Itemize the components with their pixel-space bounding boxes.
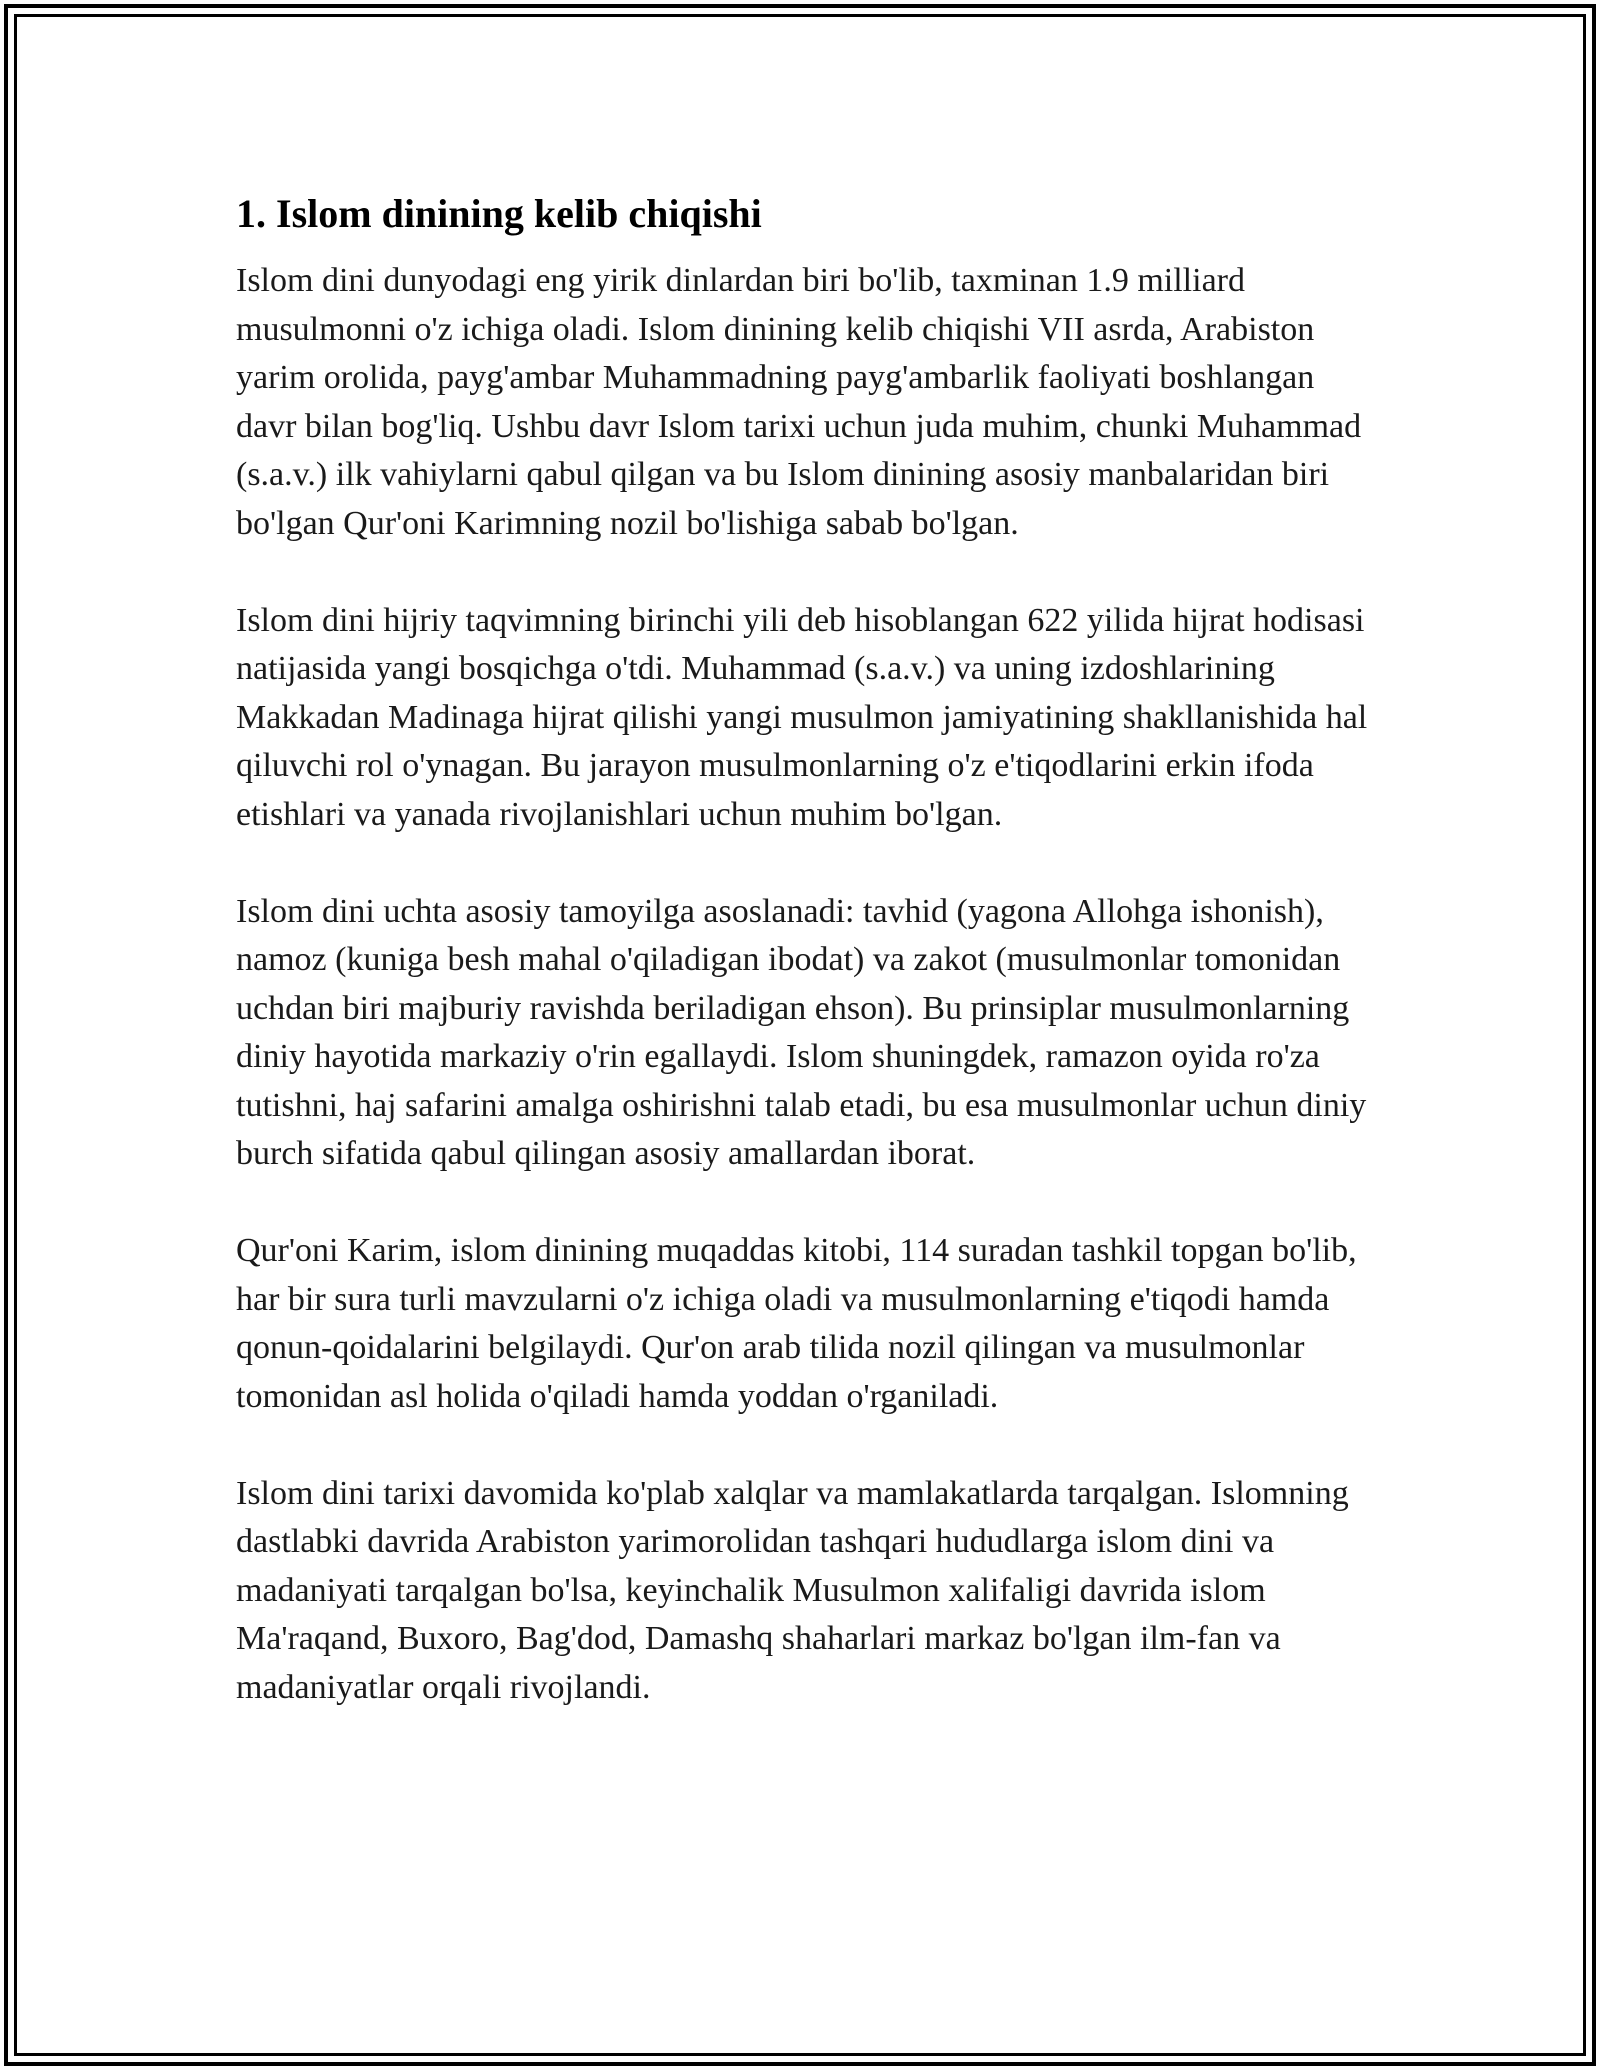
paragraph-origin: Islom dini dunyodagi eng yirik dinlardan biri bo'lib, taxminan 1.9 milliard musulmonni o'z ichiga oladi. Islom dinining kelib chiqishi VII asrda, Arabiston yarim orolida, payg'ambar Muhammadning payg'ambarlik faoliyati boshlangan davr bilan bog'liq. Ushbu davr Islom tarixi uchun juda muhim, chunki Muhammad (s.a.v.) ilk vahiylarni qabul qilgan va bu Islom dinining asosiy manbalaridan biri bo'lgan Qur'oni Karimning nozil bo'lishiga sabab bo'lgan. [236,262,1362,542]
section-heading: 1. Islom dinining kelib chiqishi [236,191,762,236]
paragraph-principles: Islom dini uchta asosiy tamoyilga asoslanadi: tavhid (yagona Allohga ishonish), namoz (kuniga besh mahal o'qiladigan ibodat) va zakot (musulmonlar tomonidan uchdan biri majburiy ravishda beriladigan ehson). Bu prinsiplar musulmonlarning diniy hayotida markaziy o'rin egallaydi. Islom shuningdek, ramazon oyida ro'za tutishni, haj safarini amalga oshirishni talab etadi, bu esa musulmonlar uchun diniy burch sifatida qabul qilingan asosiy amallardan iborat. [236,892,1367,1172]
paragraph-hijra: Islom dini hijriy taqvimning birinchi yili deb hisoblangan 622 yilida hijrat hodisasi natijasida yangi bosqichga o'tdi. Muhammad (s.a.v.) va uning izdoshlarining Makkadan Madinaga hijrat qilishi yangi musulmon jamiyatining shakllanishida hal qiluvchi rol o'ynagan. Bu jarayon musulmonlarning o'z e'tiqodlarini erkin ifoda etishlari va yanada rivojlanishlari uchun muhim bo'lgan. [236,601,1368,833]
paragraph-quran: Qur'oni Karim, islom dinining muqaddas kitobi, 114 suradan tashkil topgan bo'lib, har bir sura turli mavzularni o'z ichiga oladi va musulmonlarning e'tiqodi hamda qonun-qoidalarini belgilaydi. Qur'on arab tilida nozil qilingan va musulmonlar tomonidan asl holida o'qiladi hamda yoddan o'rganiladi. [236,1232,1357,1415]
document-body [236,183,1376,1712]
paragraph-spread: Islom dini tarixi davomida ko'plab xalqlar va mamlakatlarda tarqalgan. Islomning dastlabki davrida Arabiston yarimorolidan tashqari hududlarga islom dini va madaniyati tarqalgan bo'lsa, keyinchalik Musulmon xalifaligi davrida islom Ma'raqand, Buxoro, Bag'dod, Damashq shaharlari markaz bo'lgan ilm-fan va madaniyatlar orqali rivojlandi. [236,1474,1349,1706]
